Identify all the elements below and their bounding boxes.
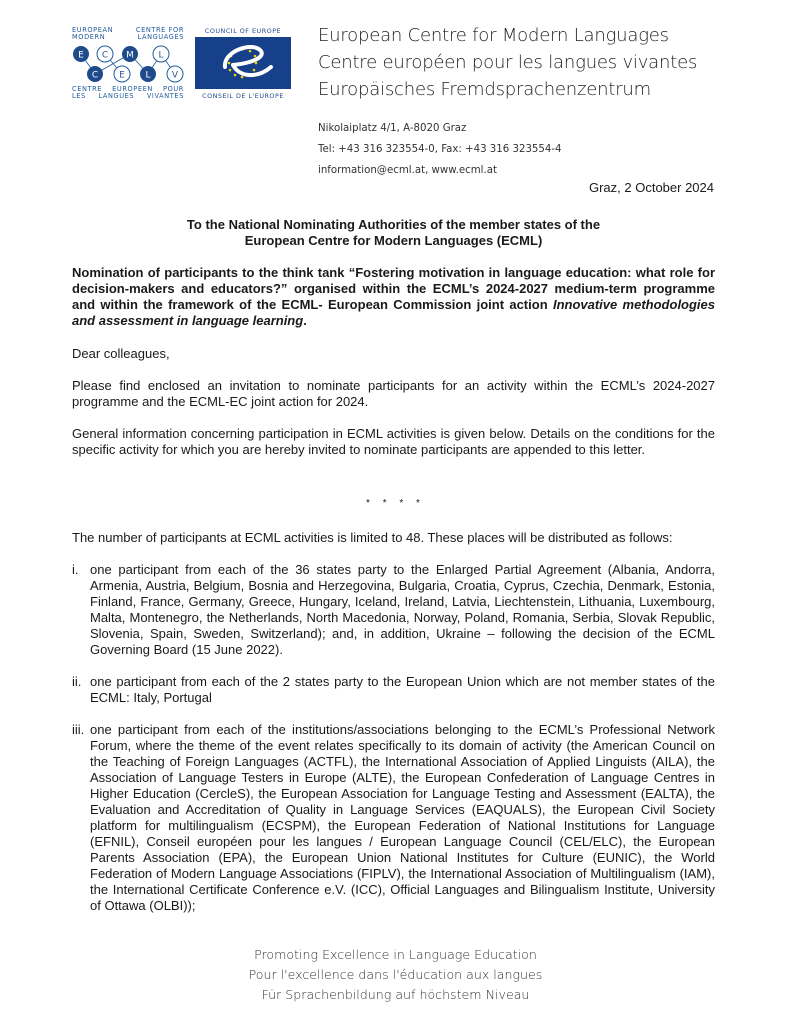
address: Nikolaiplatz 4/1, A-8020 Graz — [318, 123, 467, 134]
svg-text:E: E — [78, 50, 84, 61]
ecml-logo-bottom-caption: CENTRE EUROPEEN POUR LES LANGUES VIVANTES — [72, 85, 184, 100]
salutation: Dear colleagues, — [72, 346, 170, 361]
tagline-de: Für Sprachenbildung auf höchstem Niveau — [261, 987, 530, 1002]
list-text: one participant from each of the 36 states party to the Enlarged Partial Agreement (Albania, Andorra, Armenia, Austria, Belgium, Bosnia and Herzegovina, Bulgaria, Croatia, Cyprus, Czechia, Denmark, Estonia, Finland, France, Germany, Greece, Hungary, Iceland, Ireland, Latvia, Liechtenstein, Lithuania, Luxembourg, Malta, Montenegro, the Netherlands, North Macedonia, Norway, Poland, Romania, Serbia, Slovak Republic, Slovenia, Spain, Sweden, Switzerland); and, in addition, Ukraine – following the decision of the ECML Governing Board (15 June 2022). — [90, 562, 715, 657]
contact-details — [318, 118, 562, 181]
paragraph-participant-limit: The number of participants at ECML activities is limited to 48. These places will be distributed as follows: — [72, 530, 673, 545]
list-text: one participant from each of the 2 states party to the European Union which are not member states of the ECML: Italy, Portugal — [90, 674, 715, 705]
coe-logo-bottom-caption: CONSEIL DE L'EUROPE — [202, 92, 284, 100]
list-item — [72, 562, 715, 658]
ecml-circles-icon — [72, 42, 184, 86]
separator-stars: * * * * — [366, 498, 425, 509]
org-name-fr: Centre européen pour les langues vivantes — [318, 52, 698, 73]
letter-date: Graz, 2 October 2024 — [588, 180, 714, 195]
list-item — [72, 674, 715, 706]
svg-text:E: E — [119, 70, 125, 81]
list-item — [72, 722, 715, 914]
svg-text:M: M — [126, 50, 134, 61]
org-name-en: European Centre for Modern Languages — [318, 25, 669, 46]
list-marker: iii. — [72, 722, 85, 737]
tagline-fr: Pour l'excellence dans l'éducation aux langues — [248, 967, 543, 982]
svg-text:L: L — [158, 50, 164, 61]
org-name-de: Europäisches Fremdsprachenzentrum — [318, 79, 651, 100]
paragraph-invitation: Please find enclosed an invitation to nominate participants for an activity within the ECML’s 2024-2027 programme and the ECML-EC joint action for 2024. — [72, 378, 715, 409]
ecml-logo-top-caption: EUROPEAN CENTRE FOR MODERN LANGUAGES — [72, 26, 184, 41]
addressee: To the National Nominating Authorities of the member states of the European Centre for Modern Languages (ECML) — [186, 217, 601, 248]
tagline-en: Promoting Excellence in Language Education — [254, 947, 537, 962]
coe-flag — [195, 37, 291, 89]
list-text: one participant from each of the institutions/associations belonging to the ECML’s Professional Network Forum, where the theme of the event relates specifically to its domain of activity (the American Council on the Teaching of Foreign Languages (ACTFL), the International Association of Applied Linguists (AILA), the Association of Language Testers in Europe (ALTE), the European Confederation of Language Centres in Higher Education (CercleS), the European Association for Language Testing and Assessment (EALTA), the Evaluation and Accreditation of Quality in Language Services (EAQUALS), the European Civil Society platform for multilingualism (ECSPM), the European Federation of National Institutions for Language (EFNIL), Conseil européen pour les langues / European Language Council (CEL/ELC), the European Parents Association (EPA), the European Union National Institutes for Culture (EUNIC), the World Federation of Modern Language Associations (FIPLV), the International Association of Multilingualism (IAM), the International Certificate Conference e.V. (ICC), Official Languages and Bilingualism Institute, University of Ottawa (OLBI)); — [90, 722, 715, 913]
svg-text:C: C — [91, 70, 99, 81]
coe-logo-top-caption: COUNCIL OF EUROPE — [204, 27, 282, 35]
organisation-names — [318, 22, 697, 103]
svg-text:V: V — [171, 70, 179, 81]
council-of-europe-logo — [194, 27, 292, 101]
paragraph-general-info: General information concerning participation in ECML activities is given below. Details on the conditions for the specific activity for which you are hereby invited to nominate participants are appended to this letter. — [72, 426, 715, 457]
list-marker: i. — [72, 562, 79, 577]
ecml-logo — [72, 27, 184, 101]
letter-subject: Nomination of participants to the think tank “Fostering motivation in language education: what role for decision-makers and educators?” organised within the ECML’s 2024-2027 medium-term programme and within the framework of the ECML- European Commission joint action Innovative methodologies and assessment in language learning. — [72, 265, 716, 328]
footer-tagline — [0, 945, 791, 1005]
email-web: information@ecml.at, www.ecml.at — [318, 165, 497, 176]
list-marker: ii. — [72, 674, 82, 689]
coe-emblem-icon — [195, 37, 291, 89]
phone-fax: Tel: +43 316 323554-0, Fax: +43 316 323554-4 — [318, 144, 562, 155]
svg-text:C: C — [101, 50, 109, 61]
svg-text:L: L — [145, 70, 151, 81]
